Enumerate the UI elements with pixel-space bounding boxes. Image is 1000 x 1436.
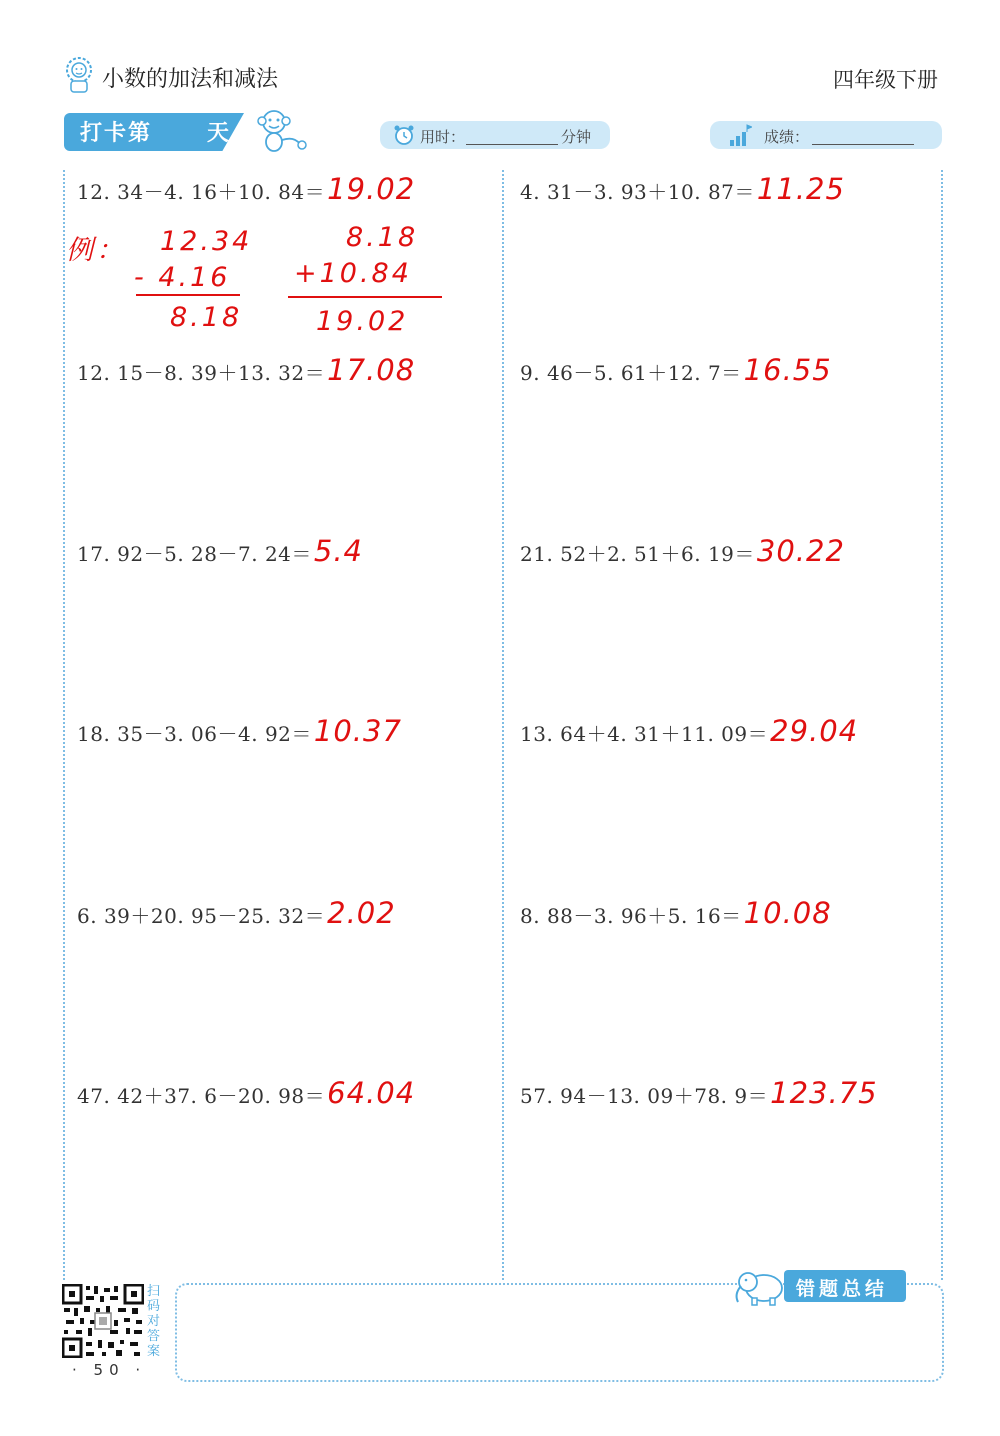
problem-4 xyxy=(520,353,832,387)
handwritten-answer: 17.08 xyxy=(327,353,416,387)
problem-expression: 4. 31－3. 93＋10. 87＝ xyxy=(520,180,755,204)
handwritten-answer: 16.55 xyxy=(743,353,832,387)
problem-expression: 21. 52＋2. 51＋6. 19＝ xyxy=(520,542,755,566)
problem-expression: 57. 94－13. 09＋78. 9＝ xyxy=(520,1084,769,1108)
frame-right-border xyxy=(941,170,943,1280)
example-step2-addend: +10.84 xyxy=(294,258,412,289)
problem-1 xyxy=(77,172,415,206)
handwritten-answer: 10.37 xyxy=(313,714,402,748)
problem-expression: 47. 42＋37. 6－20. 98＝ xyxy=(77,1084,326,1108)
problem-12 xyxy=(520,1076,878,1110)
example-step1-rule xyxy=(136,294,240,296)
problem-expression: 12. 34－4. 16＋10. 84＝ xyxy=(77,180,326,204)
mistakes-summary-label: 错题总结 xyxy=(796,1278,889,1300)
problem-expression: 13. 64＋4. 31＋11. 09＝ xyxy=(520,722,769,746)
lion-icon xyxy=(62,56,96,94)
example-step1-result: 8.18 xyxy=(170,302,243,333)
example-step1-minuend: 12.34 xyxy=(160,226,253,257)
handwritten-answer: 11.25 xyxy=(756,172,845,206)
checkin-day-suffix: 天 xyxy=(207,121,230,146)
handwritten-answer: 10.08 xyxy=(743,896,832,930)
frame-left-border xyxy=(63,170,65,1280)
handwritten-answer: 123.75 xyxy=(770,1076,878,1110)
time-label: 用时： xyxy=(420,128,466,146)
handwritten-answer: 19.02 xyxy=(327,172,416,206)
elephant-icon xyxy=(730,1266,788,1306)
qr-code-icon[interactable] xyxy=(62,1284,144,1358)
problem-expression: 18. 35－3. 06－4. 92＝ xyxy=(77,722,312,746)
problem-7 xyxy=(77,714,402,748)
chapter-title: 小数的加法和减法 xyxy=(102,67,279,92)
problem-expression: 9. 46－5. 61＋12. 7＝ xyxy=(520,361,742,385)
problem-9 xyxy=(77,896,396,930)
problem-8 xyxy=(520,714,858,748)
example-step2-result: 19.02 xyxy=(316,306,409,337)
handwritten-answer: 29.04 xyxy=(770,714,859,748)
problem-expression: 17. 92－5. 28－7. 24＝ xyxy=(77,542,312,566)
monkey-icon xyxy=(250,106,310,156)
problem-2 xyxy=(520,172,845,206)
time-field[interactable] xyxy=(466,144,558,145)
example-step2-augend: 8.18 xyxy=(346,222,419,253)
problem-3 xyxy=(77,353,415,387)
handwritten-answer: 30.22 xyxy=(756,534,845,568)
problem-expression: 8. 88－3. 96＋5. 16＝ xyxy=(520,904,742,928)
time-unit: 分钟 xyxy=(561,128,592,146)
score-label: 成绩： xyxy=(764,128,810,146)
problem-10 xyxy=(520,896,832,930)
scan-for-answers-label: 扫码对答案 xyxy=(147,1284,161,1359)
score-field[interactable] xyxy=(812,144,914,145)
handwritten-answer: 2.02 xyxy=(327,896,396,930)
example-label: 例： xyxy=(66,235,126,266)
alarm-clock-icon xyxy=(393,124,415,146)
handwritten-answer: 5.4 xyxy=(313,534,364,568)
frame-column-divider xyxy=(502,170,504,1280)
grade-label: 四年级下册 xyxy=(833,68,938,92)
handwritten-answer: 64.04 xyxy=(327,1076,416,1110)
problem-6 xyxy=(520,534,845,568)
checkin-day-prefix: 打卡第 xyxy=(80,121,153,146)
problem-expression: 6. 39＋20. 95－25. 32＝ xyxy=(77,904,326,928)
page-number: · 50 · xyxy=(72,1361,147,1379)
example-step2-rule xyxy=(288,296,442,298)
bar-chart-flag-icon xyxy=(728,124,752,148)
problem-11 xyxy=(77,1076,415,1110)
problem-5 xyxy=(77,534,363,568)
example-step1-subtrahend: - 4.16 xyxy=(134,262,231,293)
problem-expression: 12. 15－8. 39＋13. 32＝ xyxy=(77,361,326,385)
